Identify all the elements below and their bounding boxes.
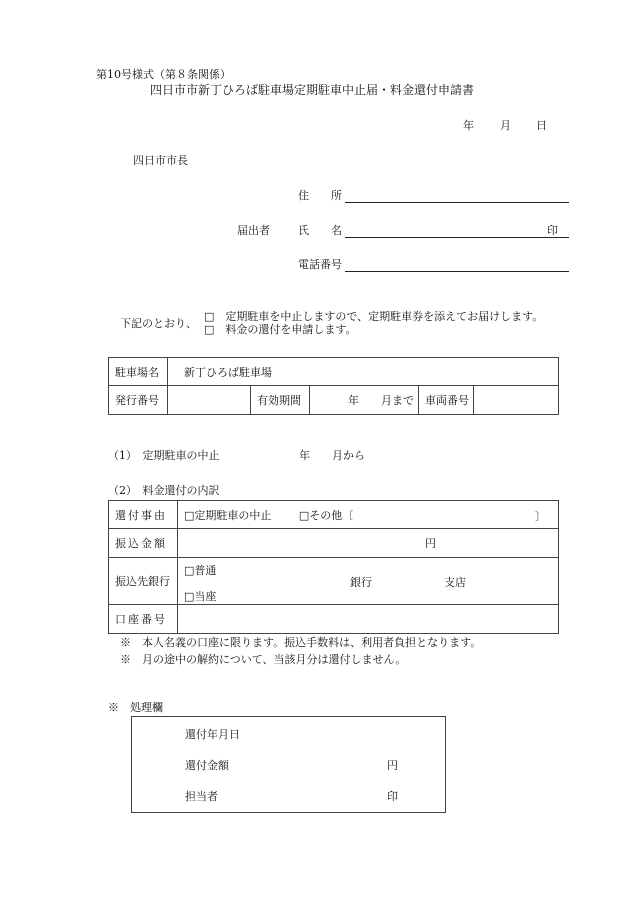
validity-field[interactable]: 年 月まで [310, 386, 419, 415]
intro-lead: 下記のとおり、 [120, 317, 197, 330]
note-account-holder: ※ 本人名義の口座に限ります。振込手数料は、利用者負担となります。 [120, 636, 482, 649]
bank-cell[interactable] [178, 558, 559, 605]
section2-label: （2） 料金還付の内訳 [108, 484, 220, 497]
vehicle-number-field[interactable] [474, 386, 559, 415]
lot-name-value: 新丁ひろば駐車場 [168, 358, 559, 386]
yen-unit: 円 [425, 537, 436, 550]
refund-reason-label: 還付事由 [109, 501, 178, 529]
note-midmonth-cancel: ※ 月の途中の解約について、当該月分は還付しません。 [120, 653, 407, 666]
branch-word: 支店 [444, 576, 466, 589]
addressee: 四日市市長 [133, 154, 188, 167]
staff-label: 担当者 [185, 790, 218, 803]
address-label: 住 所 [298, 189, 342, 202]
name-label: 氏 名 [298, 224, 342, 237]
lot-name-label: 駐車場名 [109, 358, 168, 386]
account-number-field[interactable] [178, 605, 559, 634]
reason-option-other[interactable]: □その他〔 [298, 508, 354, 522]
intro-option-refund[interactable]: □ 料金の還付を申請します。 [204, 323, 357, 336]
staff-seal: 印 [387, 790, 398, 803]
reason-option-discontinue[interactable]: □定期駐車の中止 [184, 508, 272, 522]
refund-amount-label: 還付金額 [185, 759, 229, 772]
submitter-label: 届出者 [237, 224, 270, 237]
issue-number-label: 発行番号 [109, 386, 168, 415]
account-type-checking[interactable]: □当座 [184, 590, 217, 603]
refund-date-label: 還付年月日 [185, 728, 240, 741]
phone-field[interactable] [345, 271, 569, 272]
date-month-label: 月 [500, 119, 511, 132]
refund-reason-cell [178, 501, 559, 529]
account-number-label: 口座番号 [109, 605, 178, 634]
seal-mark: 印 [547, 224, 558, 237]
refund-amount-unit: 円 [387, 759, 398, 772]
form-number: 第10号様式（第８条関係） [96, 68, 231, 81]
section1-from-field[interactable]: 年 月から [299, 449, 365, 462]
document-title: 四日市市新丁ひろば駐車場定期駐車中止届・料金還付申請書 [150, 83, 475, 97]
validity-label: 有効期間 [251, 386, 310, 415]
parking-info-table [108, 357, 559, 415]
bank-label: 振込先銀行 [109, 558, 178, 605]
processing-label: ※ 処理欄 [108, 701, 163, 714]
date-day-label: 日 [536, 119, 547, 132]
date-year-label: 年 [463, 119, 474, 132]
transfer-amount-label: 振込金額 [109, 529, 178, 558]
processing-box [131, 716, 446, 813]
account-type-ordinary[interactable]: □普通 [184, 564, 217, 577]
refund-breakdown-table [108, 500, 559, 634]
address-field[interactable] [345, 202, 569, 203]
intro-option-discontinue[interactable]: □ 定期駐車を中止しますので、定期駐車券を添えてお届けします。 [204, 310, 544, 323]
issue-number-field[interactable] [168, 386, 251, 415]
section1-label: （1） 定期駐車の中止 [108, 449, 220, 462]
transfer-amount-field[interactable] [178, 529, 559, 558]
reason-other-close-bracket: 〕 [535, 510, 546, 523]
phone-label: 電話番号 [298, 258, 342, 271]
name-field[interactable] [345, 237, 569, 238]
bank-word: 銀行 [350, 576, 372, 589]
vehicle-number-label: 車両番号 [419, 386, 474, 415]
